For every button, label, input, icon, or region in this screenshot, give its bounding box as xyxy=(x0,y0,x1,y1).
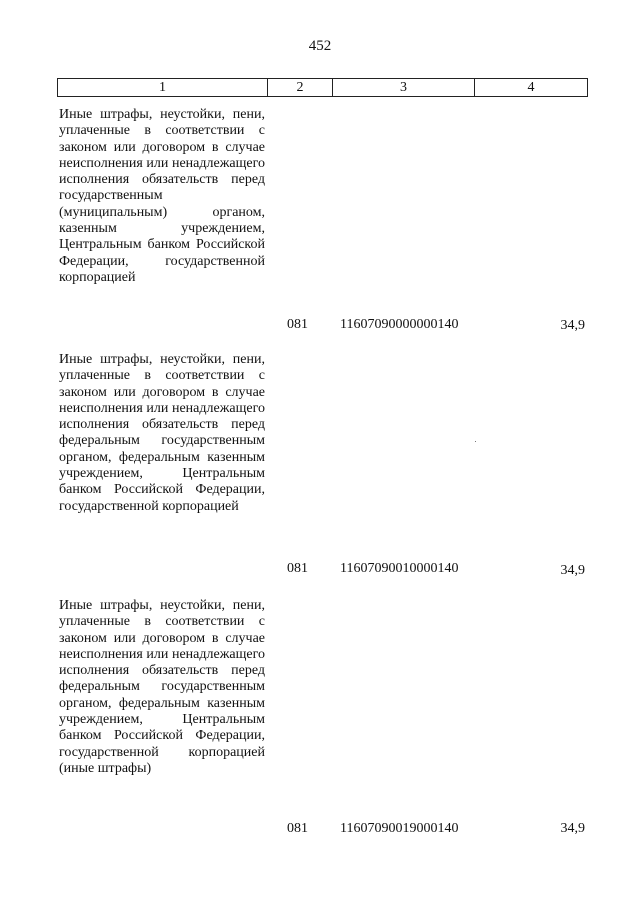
row-amount: 34,9 xyxy=(560,318,585,333)
row-admin-code: 081 xyxy=(287,821,308,836)
table-header xyxy=(57,78,588,97)
row-kbk-code: 11607090019000140 xyxy=(340,821,459,836)
header-cell-3: 3 xyxy=(333,79,475,97)
row-amount: 34,9 xyxy=(560,821,585,836)
row-description: Иные штрафы, неустойки, пени, уплаченные в соответствии с законом или договором в случае неисполнения или ненадлежащего исполнения обязательств перед федеральным государственным органом, федеральным казенным учреждением, Центральным банком Российской Федерации, государственной корпорацией xyxy=(59,352,265,514)
row-kbk-code: 11607090010000140 xyxy=(340,561,459,576)
row-description: Иные штрафы, неустойки, пени, уплаченные в соответствии с законом или договором в случае неисполнения или ненадлежащего исполнения обязательств перед федеральным государственным органом, федеральным казенным учреждением, Центральным банком Российской Федерации, государственной корпорацией (иные штрафы) xyxy=(59,598,265,776)
scan-speck xyxy=(475,441,476,442)
page-number: 452 xyxy=(308,38,332,54)
row-kbk-code: 11607090000000140 xyxy=(340,317,459,332)
header-cell-1: 1 xyxy=(58,79,268,97)
row-description: Иные штрафы, неустойки, пени, уплаченные в соответствии с законом или договором в случае неисполнения или ненадлежащего исполнения обязательств перед государственным (муниципальным) органом, казенным учреждением, Центральным банком Российской Федерации, государственной корпорацией xyxy=(59,107,265,285)
header-cell-2: 2 xyxy=(268,79,333,97)
row-admin-code: 081 xyxy=(287,561,308,576)
row-admin-code: 081 xyxy=(287,317,308,332)
row-amount: 34,9 xyxy=(560,563,585,578)
header-cell-4: 4 xyxy=(475,79,588,97)
header-row xyxy=(58,79,588,97)
